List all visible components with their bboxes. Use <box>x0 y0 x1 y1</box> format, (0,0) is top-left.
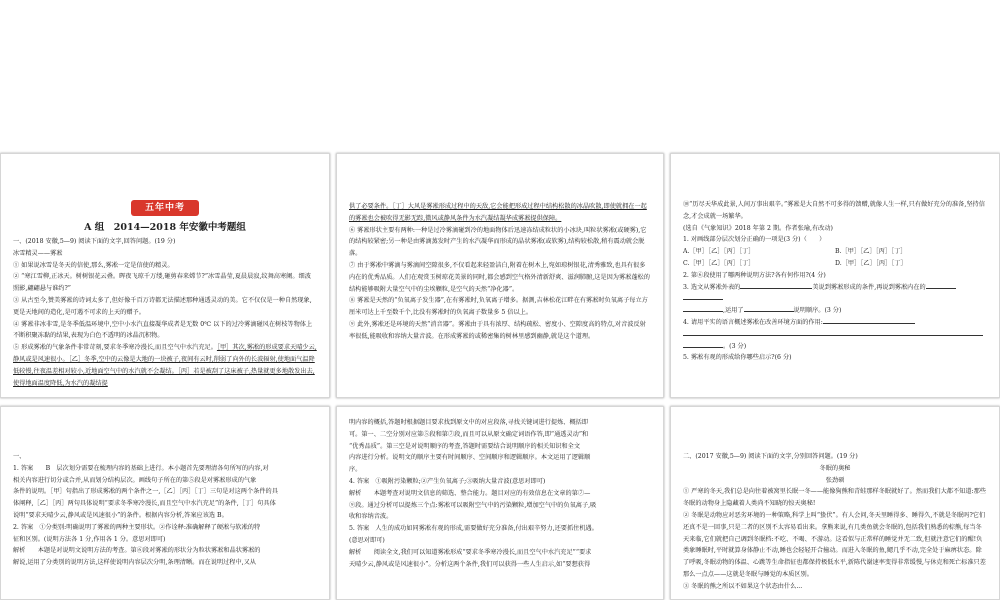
question-3-part-d: 说明顺序。(3 分) <box>793 307 842 315</box>
group-title: A 组 2014—2018 年安徽中考题组 <box>84 222 246 233</box>
paragraph-9: ⑨ 此外,雾凇还是环境的天然“消音器”。雾凇由于具有浓厚、结构疏松、密度小、空隙度高的特点,对音波反射率很低,能吸收和容纳大量音波。在形成雾凇的或稀密集的树林里感到幽静,就是这个道理。 <box>349 320 646 340</box>
answer-blank-4[interactable] <box>683 311 723 312</box>
answer-line-1: 明内容的概括,答题时根据题目要求找到原文中的对应段落,寻找关键词进行提炼、概括即 <box>349 419 589 426</box>
answer-line-6: 2. 答案 ①分类别:明确说明了雾凇的两种主要形状。②作诠释:准确解释了硬凇与软凇的特 <box>13 523 261 531</box>
answer-blank-7[interactable] <box>683 335 983 336</box>
answer-blank-1[interactable] <box>740 288 812 289</box>
question-4-line2 <box>683 329 987 341</box>
answer-line-9: 解说,运用了分类别的说明方法,这样使说明内容层次分明,条理清晰。而在说明过程中,又从 <box>13 559 256 567</box>
answer-line-8: 解析 本题是对说明文说明方法的考查。第⑥段对雾凇的形状分为粒状雾凇和晶状雾凇的 <box>13 547 261 555</box>
paragraph-2: ② “寒江雪柳,正冰天。树树银花云叠。晖夜飞琼千万缕,砸剪春来嫦节?”冰雪晶莹,夏晨晨寂,纹舞高寒阑。细波照影,翩翩悬与谁约?” <box>13 273 311 293</box>
paragraph-5-start: ⑤ 形成雾凇的气象条件非常苛刻,要求冬季寒冷漫长,而且空气中水汽充足。 <box>13 344 217 352</box>
answer-blank-5[interactable] <box>744 311 794 312</box>
question-4-text: 4. 请用平实的语言概述雾凇在改善环境方面的作用: <box>683 318 823 326</box>
article-author: 张劲硕 <box>825 476 845 484</box>
paragraph-3: ③ 冬眠的熊之所以不如果这个状态由什么... <box>683 582 803 590</box>
answer-line-9: 收和容纳音波。 <box>349 513 393 521</box>
question-4-line3 <box>683 341 987 353</box>
question-1: 1. 对画线部分层次划分正确的一项是(3 分)（ ） <box>683 236 826 244</box>
question-intro: 一、(2018 安徽,5—9) 阅读下面的文字,回答问题。(19 分) <box>13 238 176 245</box>
answer-blank-2[interactable] <box>926 288 956 289</box>
answer-line-5: 序。 <box>349 466 362 474</box>
question-3 <box>683 282 987 294</box>
answer-line-11: (意思对即可) <box>349 536 385 544</box>
answer-heading: 一、 <box>13 453 26 460</box>
document-page-5 <box>336 406 664 600</box>
answer-line-3: 条件的说明。［甲］句指出了形成雾凇的两个条件之一,［乙］［丙］［丁］三句是对这两个条件的具 <box>13 488 278 496</box>
banner-wrap <box>13 200 317 218</box>
underlined-passage: ［甲］其次,雾凇的形成要求天晴少云,静风或是风速很小。［乙］冬季,空中的云像是大地的一块被子,夜间有云时,削弱了向外的长波辐射,使地面气温降低较慢,往夜温差相对较小,近地面空气中的水汽就不会凝结。［丙］若是被刮了这床被子,热量就更多地散发出去,使得地面温度降低,为水汽的凝结提 <box>13 344 317 387</box>
answer-line-2: 可。第一、二空分别对应第⑤段和第⑦段,而且可以从原文确定词语作答,即“通透灵动”和 <box>349 430 589 438</box>
document-page-6 <box>670 406 1000 600</box>
question-intro: 二、(2017 安徽,5—9) 阅读下面的文字,分别回答问题。(19 分) <box>683 453 858 460</box>
paragraph-7: ⑦ 由于雾凇中雾滴与雾滴间空隙很多,不仅看起来轻盈洁白,附着在树木上,宛如琼树银花,清秀雅致,也具有很多内在的优秀品质。人们在观赏玉树琼花美景的同时,都会感到空气格外清新舒爽、滋润肺腑,这是因为雾凇蓬松的结构能够吸附大量空气中的尘埃颗粒,是空气的天然“净化器”。 <box>349 261 650 293</box>
document-page-2 <box>336 153 664 398</box>
answer-blank-3[interactable] <box>683 299 723 300</box>
question-3-part-b: 美说到雾凇形成的条件,再说到雾凇内在的 <box>812 283 926 291</box>
answer-line-4: 体阐释,［乙］［丙］两句具体说明“要求冬季寒冷漫长,而且空气中水汽充足”的条件,［丁］句具体 <box>13 500 276 508</box>
answer-line-10: 5. 答案 人生的成功如同雾凇有观的形成,需要做好充分准备,付出艰辛努力,还要抓住机遇。 <box>349 525 598 533</box>
document-page-4 <box>0 406 330 600</box>
answer-line-7: 征和区别。(说明方法各 1 分,作用各 1 分。意思对即可) <box>13 535 166 543</box>
answer-blank-6[interactable] <box>823 323 915 324</box>
paragraph-2: ② 冬眠是动物应对恶劣环境的一种策略,科学上叫“蛰伏”。有人会问,冬天里睡得多、睡得久,不就是冬眠吗?它们还真不是一回事,只是二者的区别不太容易看出来。拿熊来说,有几类鱼就会冬眠的,包括我们熟悉的棕熊,每当冬天来临,它们就把自己调到冬眠档:不吃、不喝、不游动。这看似与正常样的睡觉并无二致,但就注意它们的醒!负类象睡眠时,平时就算身体静止不动,睡也会轻轻开合撞动。而进入冬眠的鱼,鳃几乎不动,完全处于麻痹状态。除了呼吸,冬眠动物的体温、心跳等生命指征也都保持极低水平,新陈代谢速率变得非常缓慢,与休克和死亡标准只差那么一点点——这就是冬眠与睡觉的本质区别。 <box>683 511 986 578</box>
question-3-line3 <box>683 305 987 317</box>
answer-line-4: 内容进行分析。说明文的顺序主要有时间顺序、空间顺序和逻辑顺序。本文运用了逻辑顺 <box>349 454 591 462</box>
source-note: (选自《气象知识》2018 年第 2 期。作者张瑜,有改动) <box>683 224 833 232</box>
paragraph-4: ④ 雾凇非冰非雪,是冬季低温环境中,空中小水汽直接凝华成者是无数 0℃ 以下的过冷雾滴碰风在树枝等物体上不断积聚冻黏的结果,表现为白色不透明的冰晶沉积物。 <box>13 320 313 340</box>
answer-line-8: ⑨段。通过分析可以提炼三个点:雾凇可以吸附空气中的污染颗粒,增加空气中的负氧离子,吸 <box>349 501 597 509</box>
document-page-1 <box>0 153 330 398</box>
question-3-line2 <box>683 293 987 305</box>
option-b: B.［甲］［乙］［丙］［丁］ <box>835 248 907 256</box>
paragraph-3: ③ 从古至今,赞美雾凇的诗词太多了,但好像千百万诗都无法描述那种通透灵动的美。它不仅仅是一种自然现象,更是天地间的造化,是可遇不可求的上天的赠予。 <box>13 296 312 316</box>
answer-line-2: 相关内容进行切分或合并,从而划分结构层次。画线句子所在的第⑤段是对雾凇形成的气象 <box>13 476 257 484</box>
article-title: 冰雪精灵——雾凇 <box>13 249 63 257</box>
answer-line-7: 解析 本题考查对说明文信息的筛选、整合能力。题目对应的有效信息在文章的第⑦— <box>349 489 591 497</box>
question-5: 5. 雾凇有观的形成给你哪些启示?(6 分) <box>683 354 792 362</box>
paragraph-5 <box>13 342 317 389</box>
question-1-options <box>683 246 987 270</box>
underlined-passage-cont: 供了必要条件。［丁］大风是雾凇形成过程中的天敌,它会能把形成过程中结构松散的冰晶吹散,即使就拥在一起的雾凇也会被吹得无影无踪,微风或静风条件为水汽凝结凝华成雾凇提供保障。 <box>349 203 647 222</box>
question-3-part-c: ,运用了 <box>723 307 744 315</box>
question-4-score: 。(3 分) <box>723 342 747 350</box>
answer-line-5: 说明“要求天晴少云,静风或是风速很小”的条件。根据内容分析,答案应该选 B。 <box>13 511 228 519</box>
option-c: C.［甲］［乙］［丙］［丁］ <box>683 259 755 267</box>
paragraph-1: ① 严寒的冬天,我们总是向往着被窝里长眠一冬——能像狗熊和青蛙那样冬眠就好了。然而我们大都不知道:那些冬眠的动物身上隐藏着人类尚不知晓的惊天奥秘! <box>683 488 987 508</box>
answer-line-1: 1. 答案 B 层次划分需要在梳理内容的基础上进行。本小题首先要理清各句所写的内容,对 <box>13 464 269 472</box>
paragraph-5-cont <box>349 201 651 225</box>
question-2: 2. 第⑥段使用了哪两种说明方法?各有何作用?(4 分) <box>683 271 826 279</box>
document-page-3 <box>670 153 1000 398</box>
answer-blank-8[interactable] <box>683 347 723 348</box>
answer-line-12: 解析 阅读全文,我们可以知道雾凇形成“要求冬季寒冷漫长,而且空气中水汽充足”“要求 <box>349 548 592 556</box>
paragraph-10: ⑩“历尽天华成此景,人间万事出艰辛。”雾凇是大自然不可多得的馈赠,就像人生一样,只有做好充分的准备,坚持信念,才会成就一场繁华。 <box>683 201 985 220</box>
section-banner: 五年中考 <box>131 200 199 216</box>
answer-line-13: 天晴少云,静风或是风速很小”。分析这两个条件,我们可以获得一些人生启示,如“要想获得 <box>349 560 591 568</box>
option-a: A.［甲］［乙］［丙］［丁］ <box>683 248 755 256</box>
paragraph-8: ⑧ 雾凇是天然的“负氧离子发生器”,在有雾凇时,负氧离子增多。据测,吉林松花江畔在有雾凇时负氧离子每立方厘米可达上千至数千个,比没有雾凇时的负氧离子数量多 5 倍以上。 <box>349 297 648 317</box>
answer-line-3: “优秀品质”。第三空是对说明顺序的考查,答题时需要结合说明顺序的相关知识和全文 <box>349 442 581 450</box>
paragraph-6: ⑥ 雾凇形状主要有两种:一种是过冷雾滴碰到冷的地面物体后迅速冻结成粒状的小冰块,叫粒状雾凇(或硬雾),它的结构较紧密;另一种是由雾滴蒸发时产生的水汽凝华而形成的晶状雾凇(或软雾),结构较松散,稍有震动就会脱落。 <box>349 226 647 258</box>
article-title: 冬眠的奥秘 <box>819 464 851 472</box>
answer-line-6: 4. 答案 ①吸附污染颗粒;②产生负氧离子;③吸纳大量音波(意思对即可) <box>349 477 546 485</box>
paragraph-1: ① 如果说冰雪是冬天的信使,那么,雾凇一定是信使的精灵。 <box>13 261 174 269</box>
question-3-part-a: 3. 选文从雾凇外表的 <box>683 283 741 291</box>
question-4 <box>683 317 987 329</box>
option-d: D.［甲］［乙］［丙］［丁］ <box>835 259 907 267</box>
